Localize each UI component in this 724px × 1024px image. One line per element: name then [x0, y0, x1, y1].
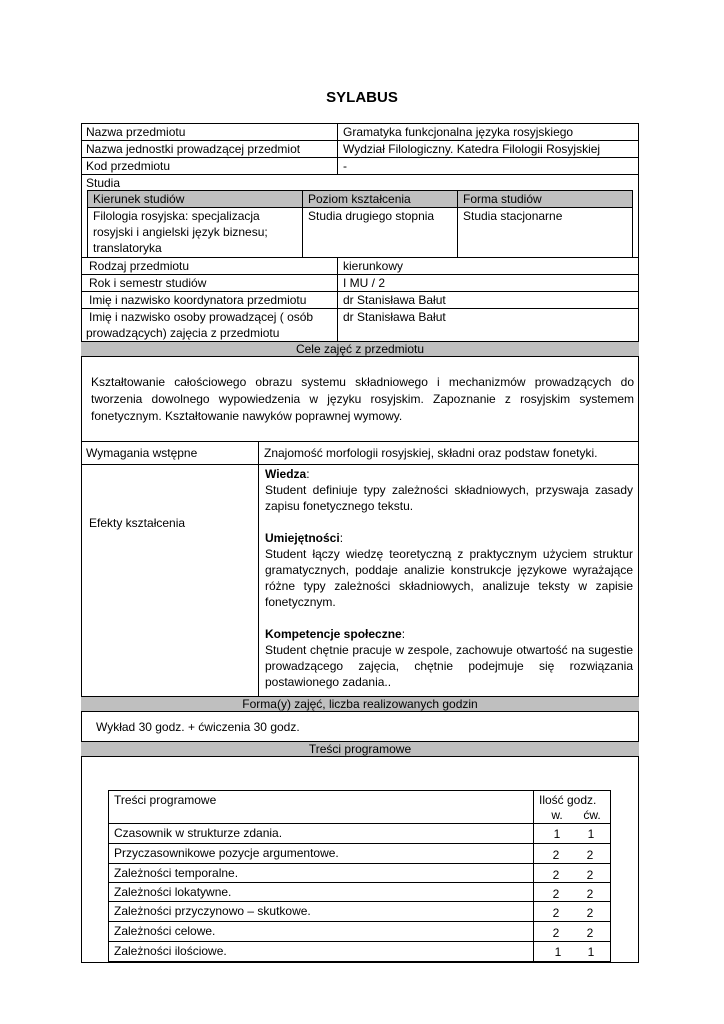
course-name-label: Nazwa przedmiotu: [86, 125, 186, 139]
program-row-cw: 2: [586, 926, 594, 940]
coordinator-value: dr Stanisława Bałut: [343, 293, 446, 307]
program-row-cw: 2: [586, 887, 594, 901]
teachers-value: dr Stanisława Bałut: [343, 310, 446, 324]
course-code-value: -: [343, 159, 347, 173]
year-semester-label: Rok i semestr studiów: [89, 276, 207, 290]
program-row-w: 1: [553, 827, 561, 841]
studies-header-level: Poziom kształcenia: [308, 192, 411, 206]
outcomes-label: Efekty kształcenia: [89, 516, 186, 530]
program-row-topic: Zależności temporalne.: [114, 866, 239, 880]
social-competence-title: Kompetencje społeczne: [265, 627, 402, 641]
studies-form-value: Studia stacjonarne: [463, 209, 563, 223]
course-type-value: kierunkowy: [343, 259, 404, 273]
program-col-topic: Treści programowe: [114, 793, 217, 807]
program-row-cw: 1: [587, 827, 595, 841]
forms-text: Wykład 30 godz. + ćwiczenia 30 godz.: [96, 720, 300, 734]
knowledge-title: Wiedza: [265, 467, 307, 481]
goals-header: Cele zajęć z przedmiotu: [81, 341, 639, 357]
program-row-w: 1: [554, 945, 562, 959]
course-type-label: Rodzaj przedmiotu: [89, 259, 190, 273]
requirements-text: Znajomość morfologii rosyjskiej, składni oraz podstaw fonetyki.: [264, 446, 598, 460]
program-row-cw: 2: [586, 868, 594, 882]
social-competence-text: Student chętnie pracuje w zespole, zachowuje otwartość na sugestie prowadzącego zajęcia, chętnie podejmuje się rozwiązania postawionego zadania..: [265, 643, 633, 689]
goals-text: Kształtowanie całościowego obrazu systemu składniowego i mechanizmów prowadzących do tworzenia dowolnego wypowiedzenia w języku rosyjskim. Zapoznanie z rosyjskim systemem fonetycznym. Kształtowanie nawyków poprawnej wymowy.: [91, 375, 634, 423]
teachers-label: Imię i nazwisko osoby prowadzącej ( osób: [89, 310, 314, 324]
studies-header-form: Forma studiów: [463, 192, 542, 206]
page-title: SYLABUS: [326, 89, 398, 106]
program-row-w: 2: [552, 848, 560, 862]
skills-title: Umiejętności: [265, 531, 340, 545]
program-row-cw: 2: [586, 848, 594, 862]
program-row-w: 2: [552, 906, 560, 920]
studies-field-line: Filologia rosyjska: specjalizacja: [93, 209, 260, 223]
forms-header: Forma(y) zajęć, liczba realizowanych godzin: [81, 696, 639, 712]
year-semester-value: I MU / 2: [343, 276, 386, 290]
coordinator-label: Imię i nazwisko koordynatora przedmiotu: [89, 293, 307, 307]
program-row-topic: Zależności ilościowe.: [114, 944, 227, 958]
teachers-label: prowadzących) zajęcia z przedmiotu: [86, 326, 280, 340]
studies-label: Studia: [86, 176, 121, 190]
course-code-label: Kod przedmiotu: [86, 159, 171, 173]
skills-text: Student łączy wiedzę teoretyczną z praktycznym użyciem struktur gramatycznych, poddaje analizie konstrukcje językowe wyrażające różne typy zależności składniowych, analizuje teksty w zapisie fonetycznym.: [265, 547, 633, 609]
unit-value: Wydział Filologiczny. Katedra Filologii Rosyjskiej: [343, 142, 601, 156]
program-row-cw: 1: [587, 945, 595, 959]
studies-field-line: translatoryka: [93, 241, 162, 255]
studies-header-field: Kierunek studiów: [93, 192, 185, 206]
program-col-hours: Ilość godz.: [539, 793, 597, 807]
program-col-w: w.: [551, 808, 563, 822]
program-row-topic: Zależności celowe.: [114, 924, 216, 938]
program-row-topic: Czasownik w strukturze zdania.: [114, 826, 283, 840]
program-header: Treści programowe: [81, 741, 639, 757]
program-row-topic: Przyczasownikowe pozycje argumentowe.: [114, 846, 339, 860]
requirements-label: Wymagania wstępne: [86, 446, 198, 460]
unit-label: Nazwa jednostki prowadzącej przedmiot: [86, 142, 301, 156]
program-row-topic: Zależności przyczynowo – skutkowe.: [114, 904, 311, 918]
course-name-value: Gramatyka funkcjonalna języka rosyjskiego: [343, 125, 574, 139]
studies-field-line: rosyjski i angielski język biznesu;: [93, 225, 268, 239]
program-row-cw: 2: [586, 906, 594, 920]
program-row-topic: Zależności lokatywne.: [114, 885, 232, 899]
knowledge-text: Student definiuje typy zależności składniowych, przyswaja zasady zapisu fonetycznego tekstu.: [265, 483, 633, 513]
program-row-w: 2: [552, 868, 560, 882]
program-row-w: 2: [552, 887, 560, 901]
program-row-w: 2: [552, 926, 560, 940]
program-col-cw: ćw.: [583, 808, 601, 822]
studies-level-value: Studia drugiego stopnia: [308, 209, 435, 223]
